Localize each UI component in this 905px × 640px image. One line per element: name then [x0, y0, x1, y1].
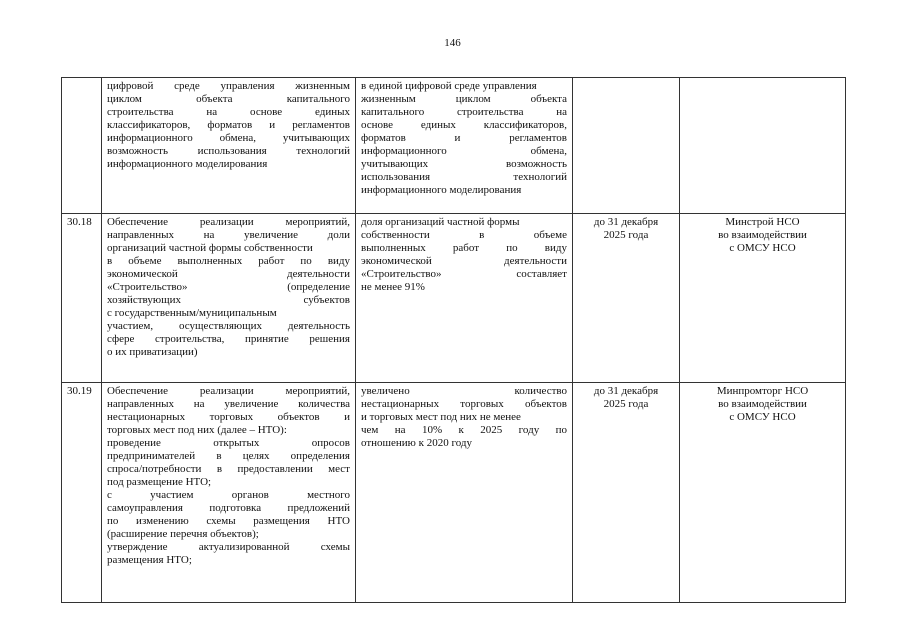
cell-text-line: нестационарных торговых объектов: [361, 397, 567, 410]
cell-text-line: с государственным/муниципальным: [107, 306, 277, 319]
cell-text-line: Минстрой НСО: [725, 216, 800, 228]
cell-text-line: в объеме выполненных работ по виду: [107, 254, 350, 267]
cell-text-line: циклом объекта капитального: [107, 92, 350, 105]
measure-cell: [102, 383, 356, 603]
cell-text-line: спроса/потребности в предоставлении мест: [107, 462, 350, 475]
measure-cell: [102, 78, 356, 214]
cell-text-line: экономической деятельности: [361, 254, 567, 267]
cell-text-line: информационного моделирования: [361, 183, 522, 196]
cell-text-line: с участием органов местного: [107, 488, 350, 501]
deadline-cell: [573, 214, 680, 383]
result-cell: [356, 214, 573, 383]
result-cell: [356, 78, 573, 214]
cell-text-line: экономической деятельности: [107, 267, 350, 280]
cell-text-line: доля организаций частной формы: [361, 216, 520, 228]
cell-text-line: классификаторов, форматов и регламентов: [107, 118, 350, 131]
cell-text-line: до 31 декабря: [593, 385, 659, 397]
cell-text-line: Обеспечение реализации мероприятий,: [107, 385, 350, 397]
cell-text-line: во взаимодействии: [718, 228, 807, 241]
cell-text-line: нестационарных торговых объектов и: [107, 410, 350, 423]
cell-text-line: размещения НТО;: [107, 553, 192, 566]
cell-text-line: увеличено количество: [361, 385, 567, 397]
deadline-cell: [573, 78, 680, 214]
row-number-cell: 30.18: [62, 214, 102, 383]
cell-text-line: 2025 года: [603, 397, 649, 410]
cell-text-line: строительства на основе единых: [107, 105, 350, 118]
row-number-cell: [62, 78, 102, 214]
cell-text-line: торговых мест под них (далее – НТО):: [107, 423, 287, 436]
cell-text-line: форматов и регламентов: [361, 131, 567, 144]
row-number-cell: 30.19: [62, 383, 102, 603]
measure-cell: [102, 214, 356, 383]
cell-text-line: в единой цифровой среде управления: [361, 80, 537, 92]
cell-text-line: «Строительство» составляет: [361, 267, 567, 280]
cell-text-line: во взаимодействии: [718, 397, 807, 410]
cell-text-line: по изменению схемы размещения НТО: [107, 514, 350, 527]
cell-text-line: и торговых мест под них не менее: [361, 410, 521, 423]
cell-text-line: информационного моделирования: [107, 157, 268, 170]
cell-text-line: (расширение перечня объектов);: [107, 527, 259, 540]
cell-text-line: организаций частной формы собственности: [107, 241, 313, 254]
cell-text-line: «Строительство» (определение: [107, 280, 350, 293]
cell-text-line: Минпромторг НСО: [716, 385, 809, 397]
cell-text-line: основе единых классификаторов,: [361, 118, 567, 131]
cell-text-line: возможность использования технологий: [107, 144, 350, 157]
responsible-cell: [680, 78, 846, 214]
responsible-cell: [680, 383, 846, 603]
deadline-cell: [573, 383, 680, 603]
cell-text-line: до 31 декабря: [593, 216, 659, 228]
cell-text-line: под размещение НТО;: [107, 475, 212, 488]
cell-text-line: жизненным циклом объекта: [361, 92, 567, 105]
cell-text-line: капитального строительства на: [361, 105, 567, 118]
cell-text-line: собственности в объеме: [361, 228, 567, 241]
responsible-cell: [680, 214, 846, 383]
cell-text-line: хозяйствующих субъектов: [107, 293, 350, 306]
cell-text-line: сфере строительства, принятие решения: [107, 332, 350, 345]
table-row: [62, 214, 846, 383]
cell-text-line: чем на 10% к 2025 году по: [361, 423, 567, 436]
cell-text-line: о их приватизации): [107, 345, 198, 358]
cell-text-line: с ОМСУ НСО: [729, 410, 796, 423]
cell-text-line: утверждение актуализированной схемы: [107, 540, 350, 553]
cell-text-line: предпринимателей в целях определения: [107, 449, 350, 462]
measures-table: [61, 77, 846, 603]
cell-text-line: проведение открытых опросов: [107, 436, 350, 449]
cell-text-line: информационного обмена,: [361, 144, 567, 157]
result-cell: [356, 383, 573, 603]
cell-text-line: с ОМСУ НСО: [729, 241, 796, 254]
table-row: [62, 78, 846, 214]
cell-text-line: направленных на увеличение количества: [107, 397, 350, 410]
cell-text-line: 2025 года: [603, 228, 649, 241]
page-number: 146: [444, 37, 461, 49]
table-row: [62, 383, 846, 603]
cell-text-line: Обеспечение реализации мероприятий,: [107, 216, 350, 228]
cell-text-line: учитывающих возможность: [361, 157, 567, 170]
cell-text-line: использования технологий: [361, 170, 567, 183]
cell-text-line: выполненных работ по виду: [361, 241, 567, 254]
cell-text-line: не менее 91%: [361, 280, 425, 293]
cell-text-line: самоуправления подготовка предложений: [107, 501, 350, 514]
cell-text-line: информационного обмена, учитывающих: [107, 131, 350, 144]
cell-text-line: направленных на увеличение доли: [107, 228, 350, 241]
cell-text-line: отношению к 2020 году: [361, 436, 473, 449]
cell-text-line: цифровой среде управления жизненным: [107, 80, 350, 92]
cell-text-line: участием, осуществляющих деятельность: [107, 319, 350, 332]
